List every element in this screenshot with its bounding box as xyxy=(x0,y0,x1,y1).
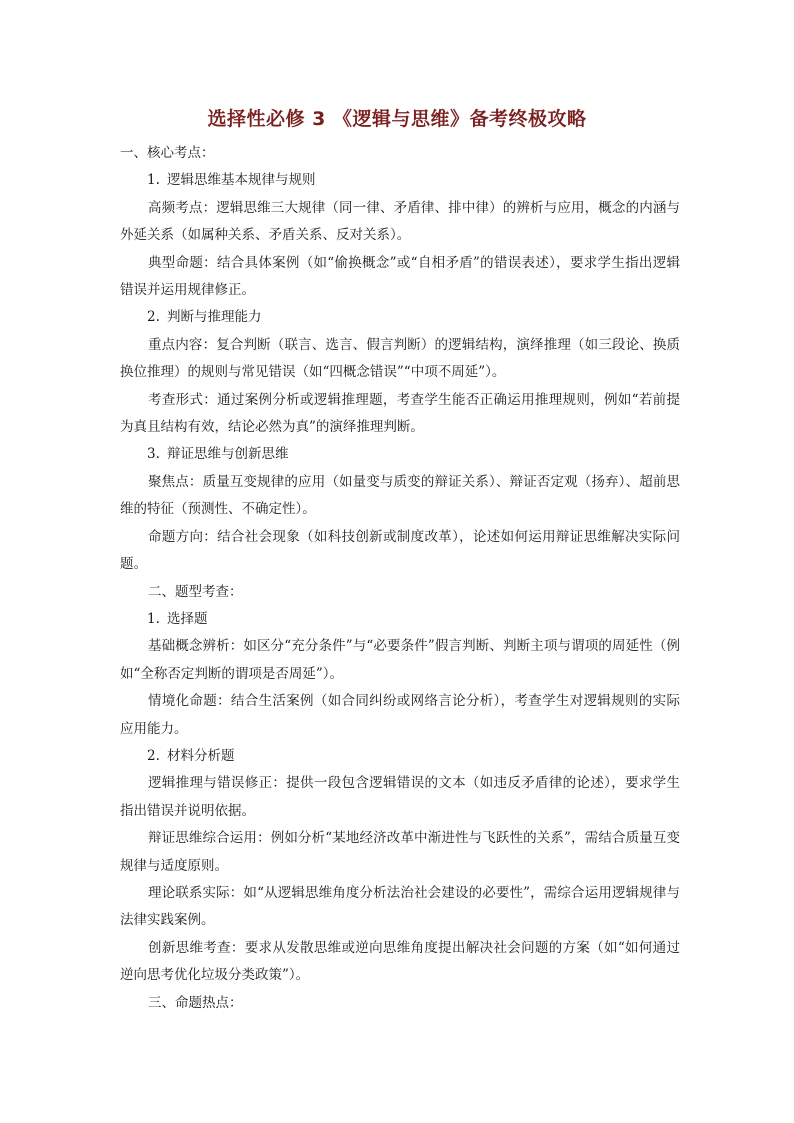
document-title: 选择性必修 3 《逻辑与思维》备考终极攻略 xyxy=(207,108,587,130)
section-heading-question-types: 二、题型考查： xyxy=(148,583,243,600)
paragraph: 基础概念辨析：如区分“充分条件”与“必要条件”假言判断、判断主项与谓项的周延性（例如“全称否定判断的谓项是否周延”）。 xyxy=(120,638,680,682)
subheading-dialectical-thinking xyxy=(120,441,680,468)
subheading-number: 2. xyxy=(147,309,160,326)
subheading-judgment-reasoning xyxy=(120,304,680,331)
paragraph: 重点内容：复合判断（联言、选言、假言判断）的逻辑结构，演绎推理（如三段论、换质换位推理）的规则与常见错误（如“四概念错误”“中项不周延”）。 xyxy=(120,336,680,381)
subheading-number: 2. xyxy=(147,747,160,764)
subheading-text: 判断与推理能力 xyxy=(167,309,262,326)
paragraph: 典型命题：结合具体案例（如“偷换概念”或“自相矛盾”的错误表述），要求学生指出逻辑错误并运用规律修正。 xyxy=(120,254,680,299)
section-heading-core-points: 一、核心考点： xyxy=(120,145,215,161)
paragraph: 理论联系实际：如“从逻辑思维角度分析法治社会建设的必要性”，需综合运用逻辑规律与法律实践案例。 xyxy=(120,884,680,929)
subheading-logic-laws xyxy=(120,167,680,194)
subheading-text: 材料分析题 xyxy=(167,747,235,764)
subheading-text: 选择题 xyxy=(167,610,208,627)
section-heading-hot-topics: 三、命题热点： xyxy=(148,994,243,1011)
paragraph: 辩证思维综合运用：例如分析“某地经济改革中渐进性与飞跃性的关系”，需结合质量互变规律与适度原则。 xyxy=(120,830,680,874)
subheading-number: 1. xyxy=(147,610,160,627)
document-body xyxy=(120,140,680,1017)
paragraph: 聚焦点：质量互变规律的应用（如量变与质变的辩证关系）、辩证否定观（扬弃）、超前思维的特征（预测性、不确定性）。 xyxy=(120,473,680,518)
subheading-number: 3. xyxy=(147,446,160,463)
subheading-number: 1. xyxy=(147,172,160,189)
subheading-text: 辩证思维与创新思维 xyxy=(167,446,289,463)
paragraph: 高频考点：逻辑思维三大规律（同一律、矛盾律、排中律）的辨析与应用，概念的内涵与外延关系（如属种关系、矛盾关系、反对关系）。 xyxy=(120,199,680,244)
paragraph: 逻辑推理与错误修正：提供一段包含逻辑错误的文本（如违反矛盾律的论述），要求学生指出错误并说明依据。 xyxy=(120,775,680,819)
subheading-multiple-choice xyxy=(120,606,680,633)
paragraph: 命题方向：结合社会现象（如科技创新或制度改革），论述如何运用辩证思维解决实际问题。 xyxy=(120,528,680,573)
paragraph: 创新思维考查：要求从发散思维或逆向思维角度提出解决社会问题的方案（如“如何通过逆向思考优化垃圾分类政策”）。 xyxy=(120,939,680,984)
subheading-text: 逻辑思维基本规律与规则 xyxy=(167,172,316,189)
paragraph: 考查形式：通过案例分析或逻辑推理题，考查学生能否正确运用推理规则，例如“若前提为真且结构有效，结论必然为真”的演绎推理判断。 xyxy=(120,391,680,436)
paragraph: 情境化命题：结合生活案例（如合同纠纷或网络言论分析），考查学生对逻辑规则的实际应用能力。 xyxy=(120,693,680,737)
subheading-material-analysis xyxy=(120,743,680,770)
